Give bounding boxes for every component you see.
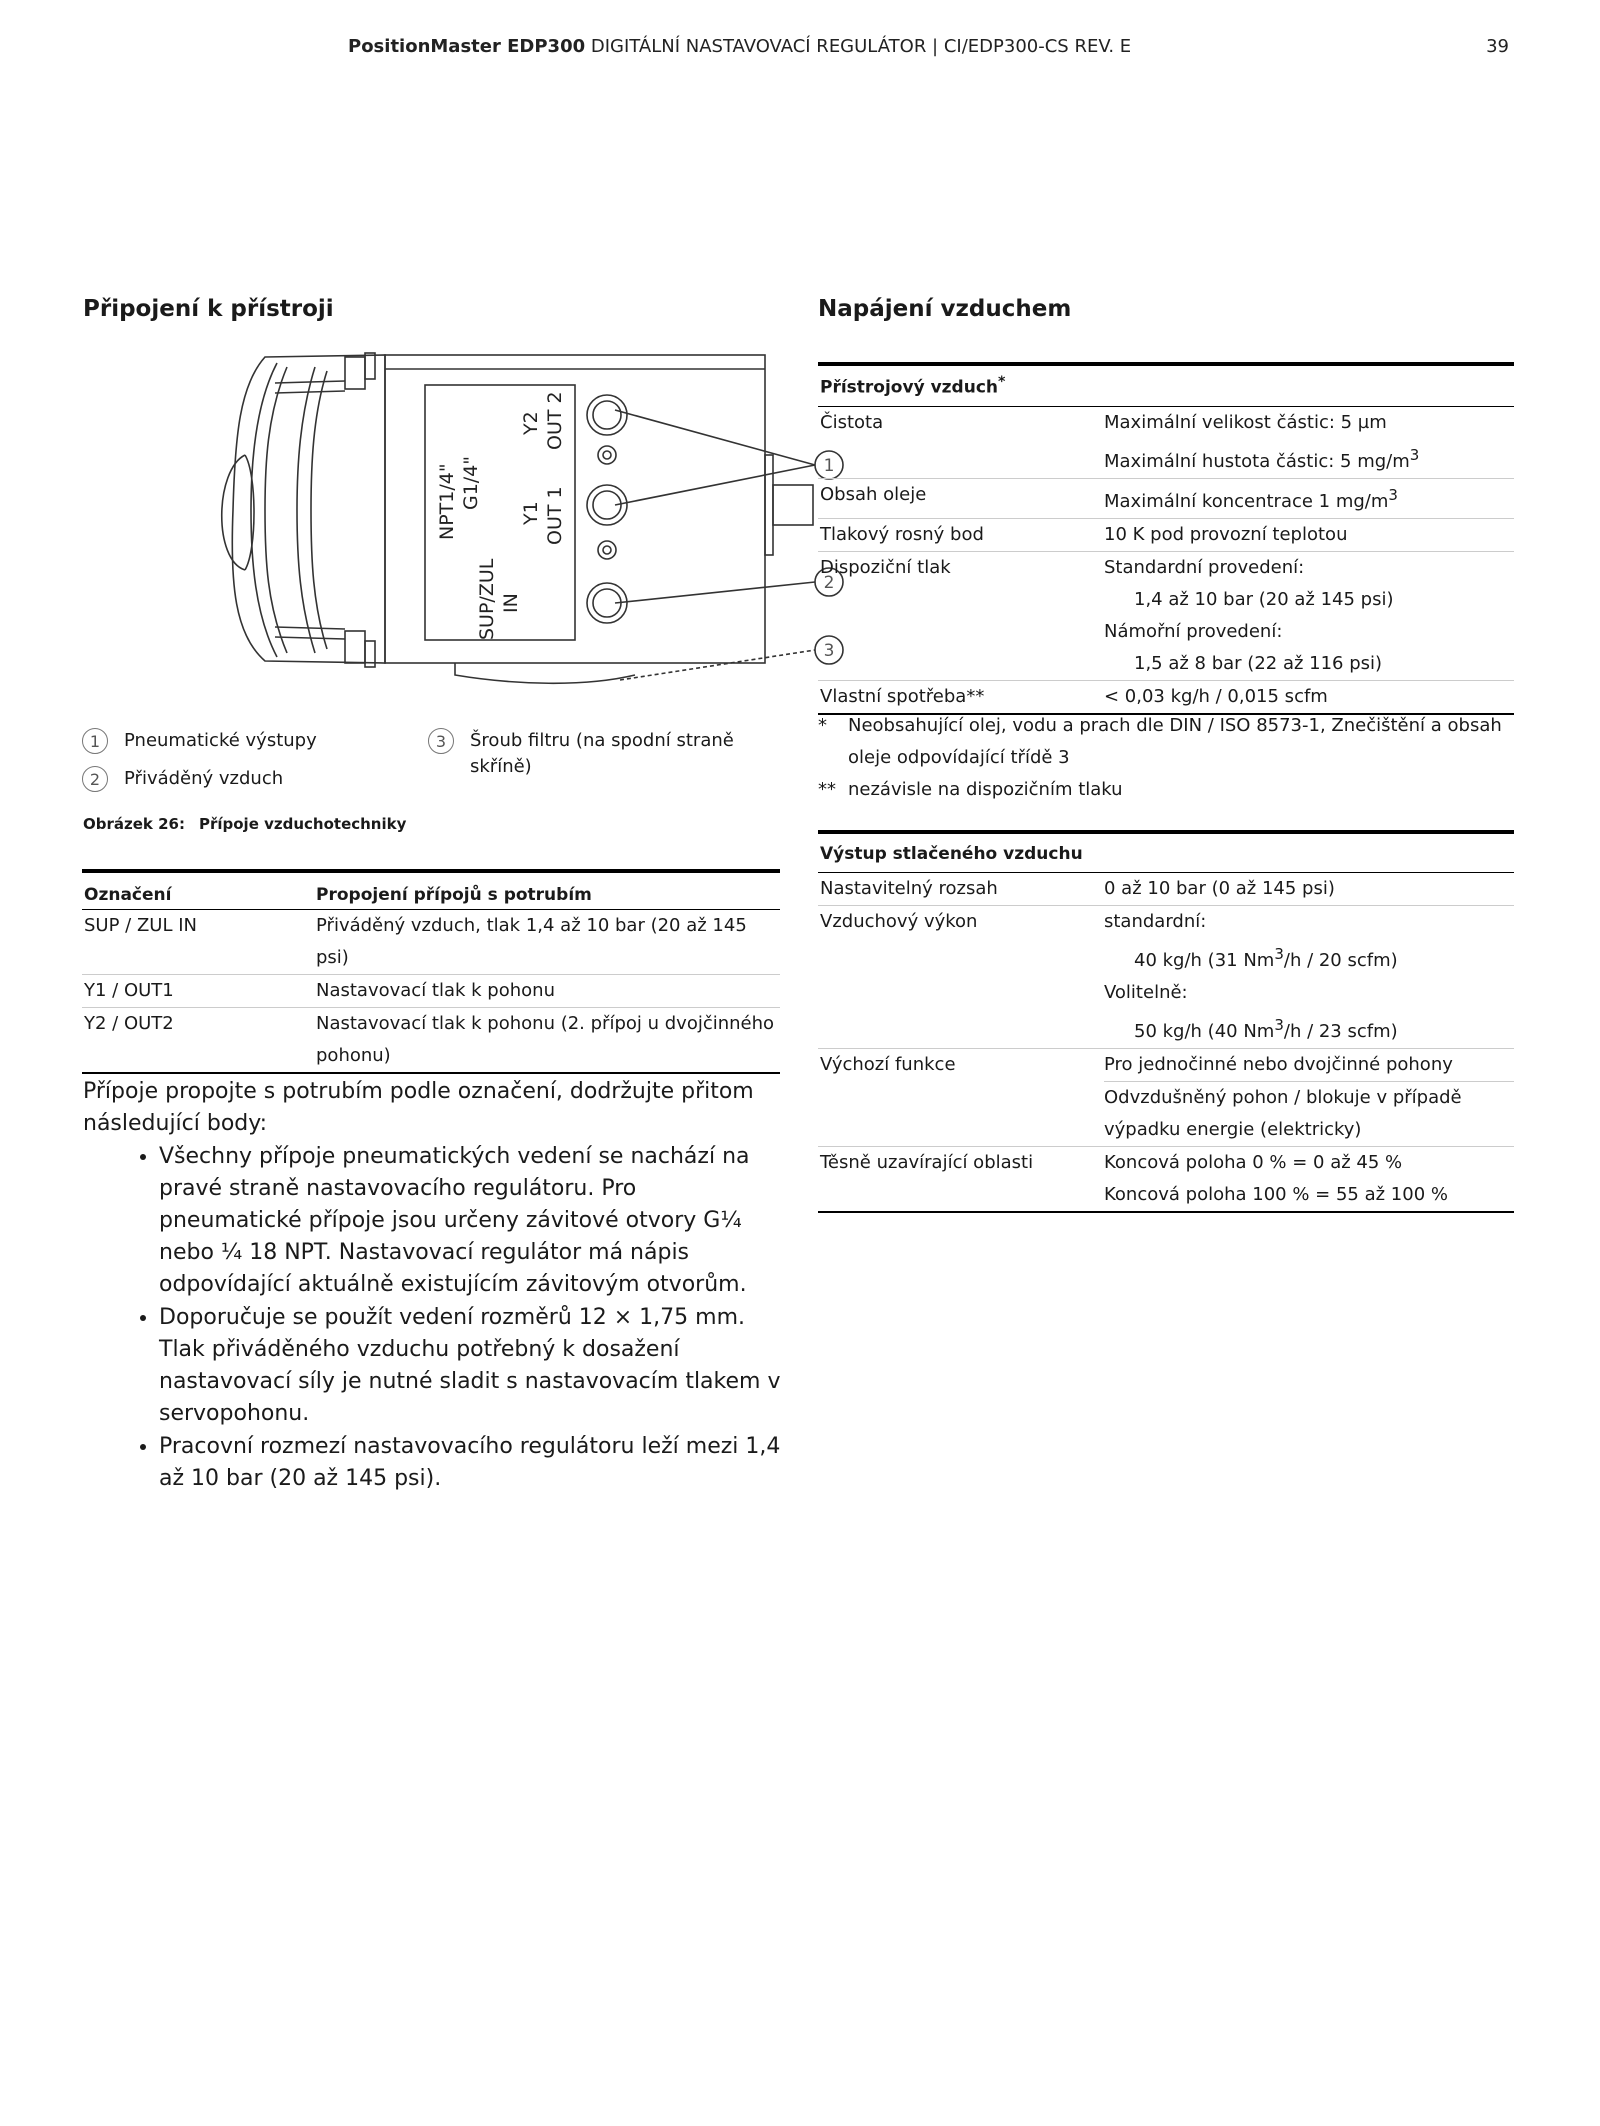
label-sup: SUP/ZUL (476, 558, 498, 640)
table-row (818, 680, 1514, 714)
row-label: Dispoziční tlak (818, 551, 1102, 680)
table-row (818, 518, 1514, 551)
bullet-list (83, 1140, 783, 1495)
value-text: Maximální hustota částic: 5 mg/m (1104, 450, 1410, 472)
list-item: • Doporučuje se použít vedení rozměrů 12 × 1,75 mm. Tlak přiváděného vzduchu potřebný k dosažení nastavovací síly je nutné sladit s nastavovacím tlakem v servopohonu. (159, 1301, 783, 1430)
caption-number: Obrázek 26: (83, 815, 185, 833)
value-line (1104, 938, 1514, 977)
label-out1: OUT 1 (544, 486, 566, 545)
legend-text: Přiváděný vzduch (124, 768, 284, 789)
figure-legend-right (428, 728, 768, 780)
compressed-air-output-table (818, 830, 1514, 1213)
value-text: /h / 23 scfm) (1283, 1021, 1398, 1042)
page-header (0, 36, 1600, 66)
value-line: Maximální velikost částic: 5 µm (1104, 411, 1387, 433)
label-y1: Y1 (520, 501, 542, 525)
column-header: Propojení přípojů s potrubím (314, 871, 780, 910)
callout-2: 2 (823, 573, 835, 593)
table-cell: Nastavovací tlak k pohonu (2. přípoj u dvojčinného pohonu) (316, 1013, 775, 1066)
figure-caption (83, 815, 406, 833)
legend-text: Šroub filtru (na spodní straně skříně) (470, 730, 734, 777)
table-cell: SUP / ZUL IN (82, 910, 314, 975)
table-header (818, 364, 1514, 406)
value-line: Odvzdušněný pohon / blokuje v případě výpadku energie (elektricky) (1104, 1087, 1462, 1140)
value-line: Pro jednočinné nebo dvojčinné pohony (1104, 1049, 1514, 1082)
column-header: Označení (82, 871, 314, 910)
label-g: G1/4" (460, 455, 482, 510)
footnote-mark: * (818, 715, 827, 736)
row-label: Obsah oleje (818, 478, 1102, 518)
table-cell: Přiváděný vzduch, tlak 1,4 až 10 bar (20 až 145 psi) (314, 910, 780, 975)
superscript: 3 (1388, 485, 1398, 504)
value-line: standardní: (1104, 911, 1207, 932)
row-value: 0 až 10 bar (0 až 145 psi) (1102, 873, 1514, 906)
table-header-row (818, 364, 1514, 406)
value-line (1104, 1009, 1514, 1048)
legend-item (82, 728, 412, 766)
table-row (818, 478, 1514, 518)
header-title-rest: DIGITÁLNÍ NASTAVOVACÍ REGULÁTOR | CI/EDP300-CS REV. E (590, 36, 1132, 57)
footnote-text: Neobsahující olej, vodu a prach dle DIN / ISO 8573-1, Znečištění a obsah oleje odpovídající třídě 3 (848, 715, 1502, 768)
legend-item (428, 728, 768, 780)
callout-1: 1 (823, 456, 835, 476)
row-label: Výchozí funkce (818, 1049, 1102, 1147)
legend-number: 1 (82, 728, 108, 754)
table-row (818, 551, 1514, 680)
table-header: Výstup stlačeného vzduchu (818, 832, 1514, 873)
table-cell: Y1 / OUT1 (82, 975, 314, 1008)
legend-number: 2 (82, 766, 108, 792)
row-label: Vlastní spotřeba** (820, 685, 985, 707)
value-line: Námořní provedení: (1104, 620, 1283, 642)
intro-paragraph: Přípoje propojte s potrubím podle označení, dodržujte přitom následující body: (83, 1079, 754, 1136)
header-product: PositionMaster EDP300 (348, 36, 586, 57)
table-row (82, 1008, 780, 1074)
figure-legend-left (82, 728, 412, 804)
footnote-mark: * (998, 374, 1006, 390)
figure-air-connections (215, 345, 835, 715)
row-label: Vzduchový výkon (818, 906, 1102, 1049)
label-out2: OUT 2 (544, 391, 566, 450)
value-line: 1,4 až 10 bar (20 až 145 psi) (1134, 588, 1394, 610)
row-value (1102, 551, 1514, 680)
connection-table (82, 869, 780, 1074)
row-value (1102, 906, 1514, 1049)
footnote-text: nezávisle na dispozičním tlaku (848, 779, 1123, 800)
device-drawing (215, 345, 835, 715)
legend-item (82, 766, 412, 804)
table-row (818, 1049, 1514, 1147)
value-text: Maximální koncentrace 1 mg/m (1104, 490, 1389, 512)
callout-3: 3 (823, 641, 835, 661)
table-header-text: Přístrojový vzduch (820, 377, 998, 398)
legend-text: Pneumatické výstupy (124, 730, 317, 751)
table-row (82, 910, 780, 975)
label-npt: NPT1/4" (436, 463, 458, 540)
table-cell: Nastavovací tlak k pohonu (314, 975, 780, 1008)
row-label: Těsně uzavírající oblasti (820, 1152, 1034, 1173)
value-line: Volitelně: (1104, 982, 1188, 1003)
value-text: 50 kg/h (40 Nm (1134, 1021, 1275, 1042)
row-label: Nastavitelný rozsah (818, 873, 1102, 906)
section-heading-air-supply: Napájení vzduchem (818, 296, 1072, 322)
instrument-air-table (818, 362, 1514, 715)
section-heading-connection: Připojení k přístroji (83, 296, 334, 322)
value-line: Koncová poloha 0 % = 0 až 45 % (1104, 1152, 1403, 1173)
value-line: Standardní provedení: (1104, 556, 1305, 578)
footnotes (818, 710, 1518, 806)
row-value: 10 K pod provozní teplotou (1102, 518, 1514, 551)
footnote (818, 710, 1518, 774)
table-cell: Y2 / OUT2 (84, 1013, 174, 1034)
footnote (818, 774, 1518, 806)
footnote-mark: ** (818, 779, 836, 800)
row-value (1102, 478, 1514, 518)
superscript: 3 (1274, 1016, 1284, 1034)
label-in: IN (500, 593, 522, 613)
row-value (1102, 1049, 1514, 1147)
list-item: • Všechny přípoje pneumatických vedení se nachází na pravé straně nastavovacího regulátoru. Pro pneumatické přípoje jsou určeny závitové otvory G¼ nebo ¼ 18 NPT. Nastavovací regulátor má nápis odpovídající aktuálně existujícím závitovým otvorům. (159, 1140, 783, 1301)
row-label: Tlakový rosný bod (818, 518, 1102, 551)
value-text: 40 kg/h (31 Nm (1134, 950, 1275, 971)
table-row (818, 1147, 1514, 1213)
legend-number: 3 (428, 728, 454, 754)
value-text: /h / 20 scfm) (1283, 950, 1398, 971)
superscript: 3 (1274, 945, 1284, 963)
value-line: 1,5 až 8 bar (22 až 116 psi) (1134, 652, 1383, 674)
table-row (82, 975, 780, 1008)
list-item: • Pracovní rozmezí nastavovacího regulátoru leží mezi 1,4 až 10 bar (20 až 145 psi). (159, 1430, 783, 1495)
superscript: 3 (1409, 445, 1420, 464)
table-row (818, 906, 1514, 1049)
row-value (1102, 1147, 1514, 1213)
value-line: Koncová poloha 100 % = 55 až 100 % (1104, 1184, 1448, 1205)
row-value: < 0,03 kg/h / 0,015 scfm (1104, 685, 1328, 707)
value-line (1104, 439, 1514, 478)
header-title (348, 36, 1131, 57)
table-row (818, 406, 1514, 478)
row-label: Čistota (818, 406, 1102, 478)
table-header-row (82, 871, 780, 910)
table-row (818, 873, 1514, 906)
page-number: 39 (1486, 36, 1509, 57)
table-header-row (818, 832, 1514, 873)
row-value (1102, 406, 1514, 478)
caption-text: Přípoje vzduchotechniky (198, 815, 407, 833)
instructions (83, 1076, 783, 1495)
label-y2: Y2 (520, 411, 542, 435)
